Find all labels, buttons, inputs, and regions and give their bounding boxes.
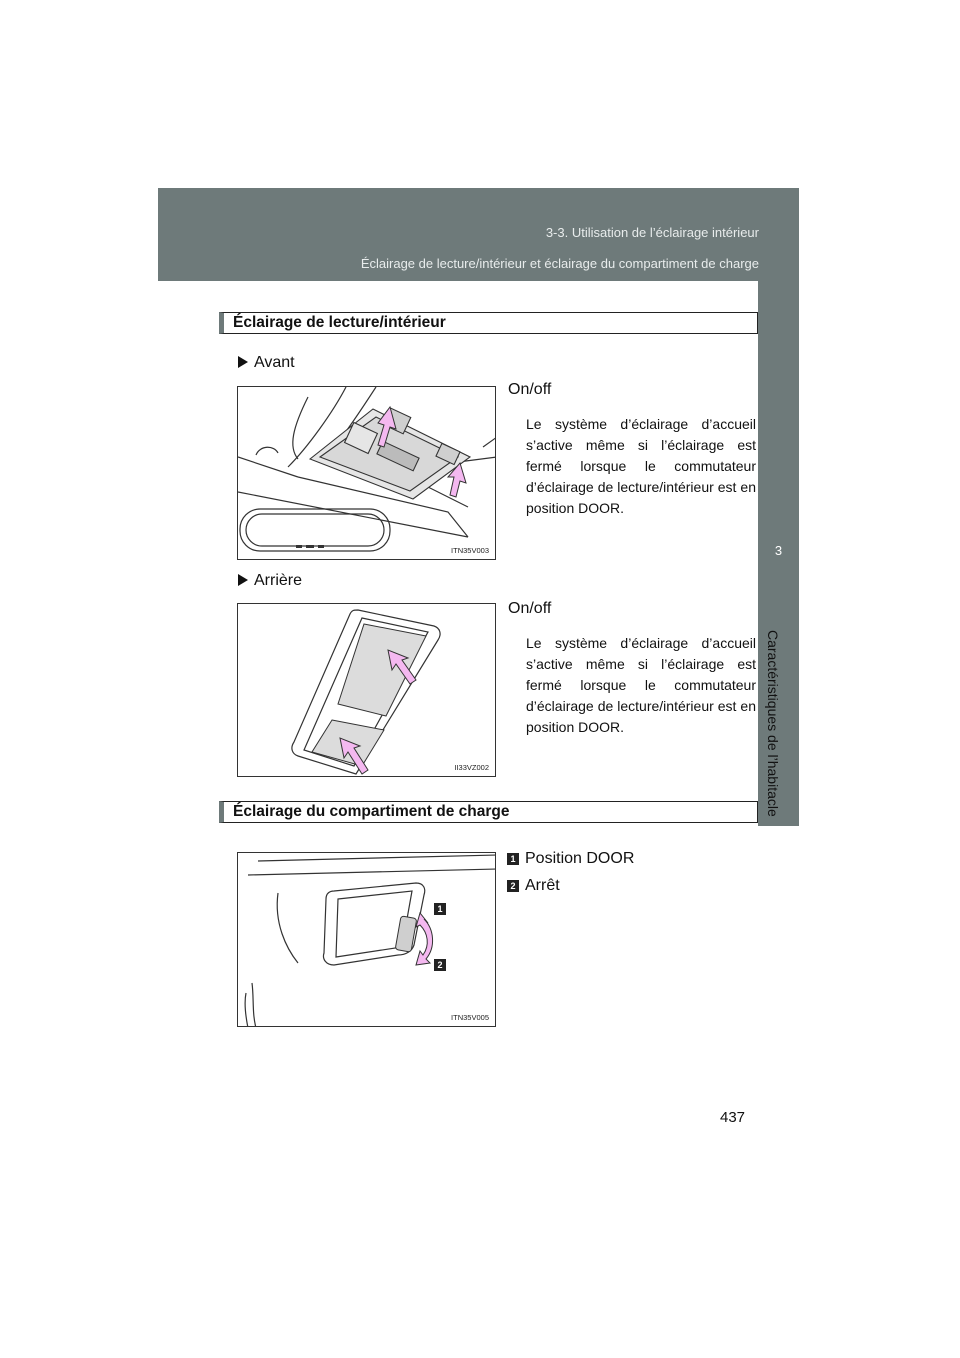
number-badge: 1 [507,853,519,865]
front-onoff-label: On/off [508,381,552,398]
header-subtitle: Éclairage de lecture/intérieur et éclairage du compartiment de charge [360,256,759,271]
section-title: Éclairage du compartiment de charge [233,803,510,820]
subheading-rear [238,572,302,590]
page-number: 437 [720,1109,746,1126]
number-badge: 2 [507,880,519,892]
subheading-front-label: Avant [254,354,295,371]
legend-item-door [507,850,634,868]
figure-cargo-lamp [237,852,496,1027]
rear-onoff-label: On/off [508,600,552,617]
rear-note: Le système d’éclairage d’accueil s’active même si l’éclairage est fermé lorsque le commutateur d’éclairage de lecture/intérieur est en position DOOR. [526,635,756,735]
header-band [158,188,799,281]
figure-rear-lamp [237,603,496,777]
chapter-title: Caractéristiques de l’habitacle [765,630,781,817]
subheading-front [238,354,295,372]
front-note: Le système d’éclairage d’accueil s’active même si l’éclairage est fermé lorsque le commutateur d’éclairage de lecture/intérieur est en position DOOR. [526,416,756,516]
figure-code: ITN35V003 [451,546,489,555]
legend-label: Arrêt [525,877,560,894]
figure-code: ITN35V005 [451,1013,489,1022]
rear-lamp-illustration [238,604,496,777]
legend-item-off [507,877,560,895]
figure-code: II33VZ002 [454,763,489,772]
section-heading-reading-light [219,312,758,334]
chapter-title-wrap [765,630,801,830]
front-lamp-illustration [238,387,496,560]
figure-callout-1: 1 [434,903,446,915]
triangle-bullet-icon [238,574,248,586]
chapter-number: 3 [774,543,783,558]
cargo-lamp-illustration [238,853,496,1027]
figure-front-lamp [237,386,496,560]
header-section-title: 3-3. Utilisation de l’éclairage intérieur [545,225,759,240]
triangle-bullet-icon [238,356,248,368]
section-heading-cargo-light [219,801,758,823]
legend-label: Position DOOR [525,850,635,867]
figure-callout-2: 2 [434,959,446,971]
section-title: Éclairage de lecture/intérieur [233,314,446,331]
subheading-rear-label: Arrière [254,572,303,589]
